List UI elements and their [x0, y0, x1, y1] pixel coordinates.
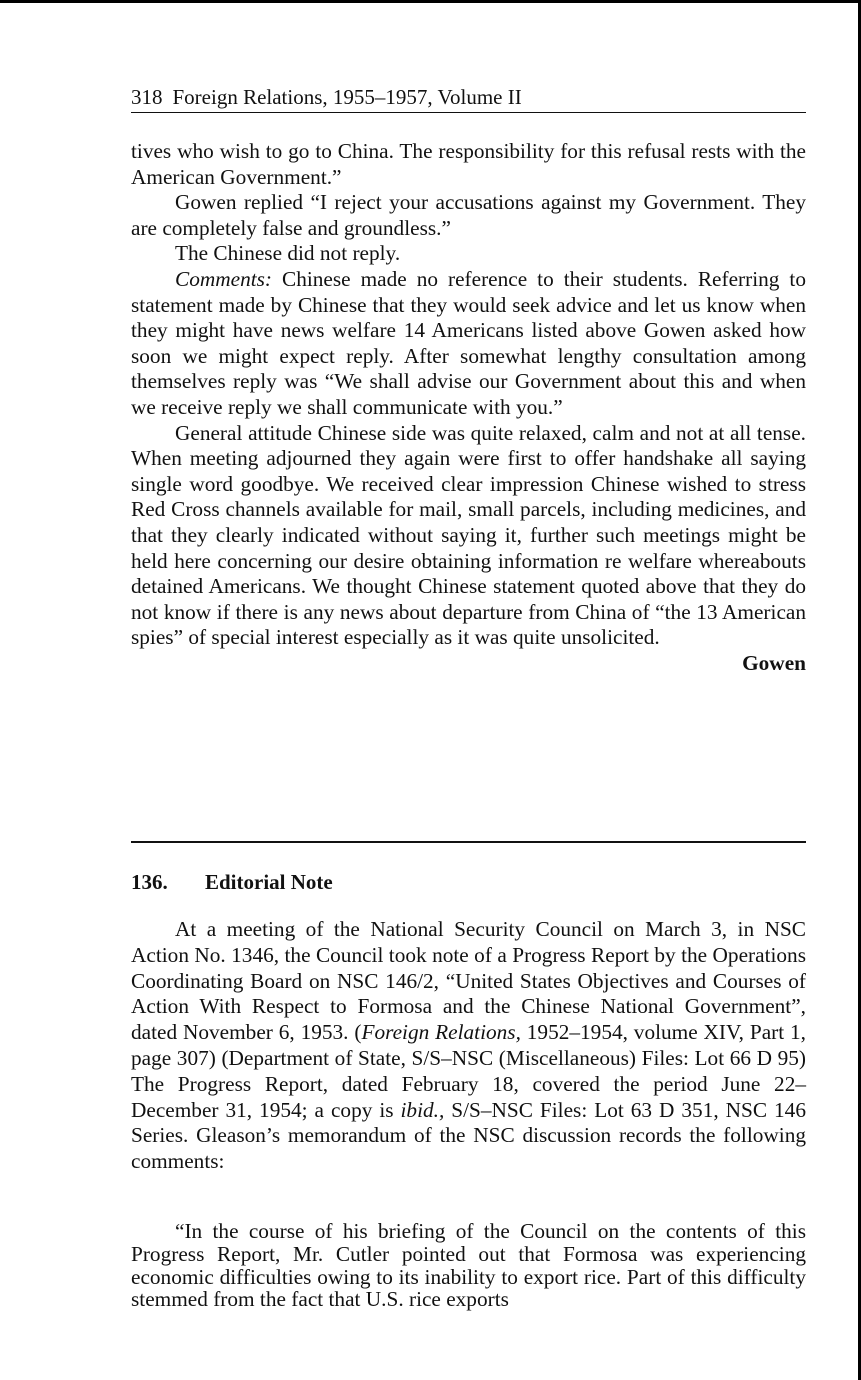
- section-title: Editorial Note: [205, 870, 333, 894]
- quoted-memorandum: [131, 1220, 806, 1311]
- comments-text: Chinese made no reference to their students. Referring to statement made by Chinese that they would seek advice and let us know when they might have news welfare 14 Americans listed above Gowen asked how soon we might expect reply. After somewhat lengthy consultation among themselves reply was “We shall advise our Government about this and when we receive reply we shall communicate with you.”: [131, 266, 806, 419]
- section-divider: [131, 841, 806, 843]
- text-span: At a meeting of the National Security Council on March 3, in NSC Action No. 1346, the Council took note of a Progress Report by the Operations Coordinating Board on NSC 146/2, “United States Objectives and Courses of Action With Respect to Formosa and the Chinese National Government”, dated November 6, 1953. (: [131, 917, 806, 1045]
- section-heading: [131, 870, 333, 895]
- text-span: 1952–1954, volume XIV, Part 1, page 307) (Department of State, S/S–NSC (Miscellaneous) Files: Lot 66 D 95) The Progress Report, dated February 18, covered the period June 22–December 31, 1954; a copy is: [131, 1020, 806, 1122]
- citation-italic: ibid.,: [400, 1097, 445, 1122]
- running-header: [131, 84, 806, 113]
- page-number: 318: [131, 85, 163, 109]
- signature: Gowen: [742, 650, 806, 675]
- comments-label: Comments:: [175, 266, 273, 291]
- paragraph: General attitude Chinese side was quite relaxed, calm and not at all tense. When meeting adjourned they again were first to offer handshake all saying single word goodbye. We received clear impression Chinese wished to stress Red Cross channels available for mail, small parcels, including medicines, and that they clearly indicated without saying it, further such meetings might be held here concerning our desire obtaining information re welfare whereabouts detained Americans. We thought Chinese statement quoted above that they do not know if there is any news about departure from China of “the 13 American spies” of special interest especially as it was quite unsolicited.: [131, 420, 806, 650]
- paragraph: The Chinese did not reply.: [175, 241, 401, 266]
- paragraph: tives who wish to go to China. The responsibility for this refusal rests with the American Government.”: [131, 139, 806, 189]
- paragraph: Gowen replied “I reject your accusations against my Government. They are completely false and groundless.”: [131, 190, 806, 240]
- running-title: Foreign Relations, 1955–1957, Volume II: [172, 85, 522, 109]
- section-number: 136.: [131, 870, 168, 894]
- continued-telegram-text: [131, 139, 806, 676]
- paragraph: [131, 917, 806, 1175]
- quote-paragraph: “In the course of his briefing of the Council on the contents of this Progress Report, Mr. Cutler pointed out that Formosa was experiencing economic difficulties owing to its inability to export rice. Part of this difficulty stemmed from the fact that U.S. rice exports: [131, 1219, 806, 1312]
- text-span: S/S–NSC Files: Lot 63 D 351, NSC 146 Series. Gleason’s memorandum of the NSC discussion records the following comments:: [131, 1097, 806, 1174]
- citation-italic: Foreign Relations,: [361, 1020, 521, 1045]
- comments-paragraph: [131, 267, 806, 421]
- page-top-edge: [0, 0, 861, 3]
- editorial-note-body: [131, 917, 806, 1175]
